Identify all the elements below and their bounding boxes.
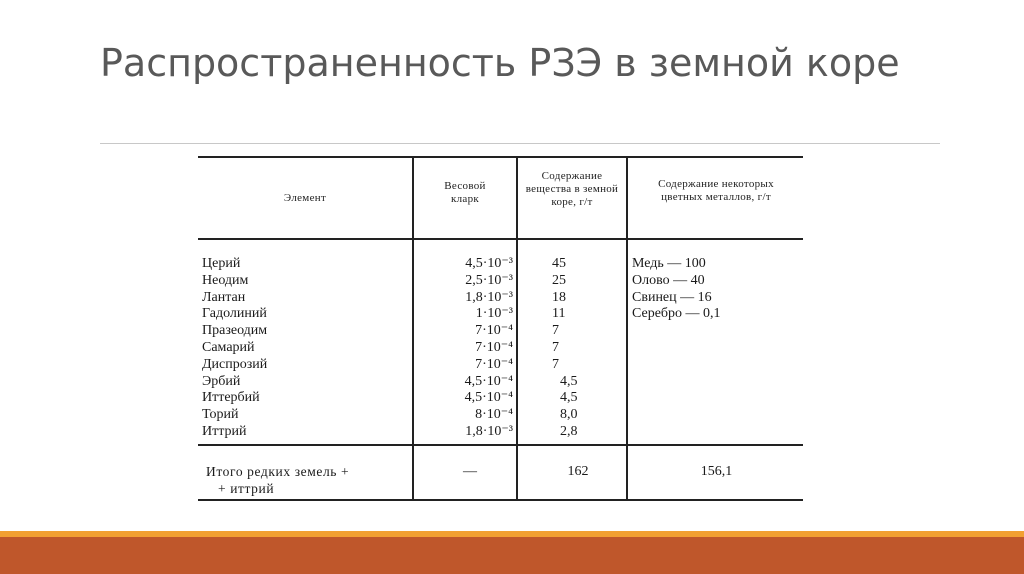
metal-value: Серебро — 0,1 bbox=[632, 306, 721, 322]
total-content: 162 bbox=[567, 464, 589, 479]
clarke-value: 1,8·10⁻³ bbox=[465, 423, 513, 439]
header-element: Элемент bbox=[283, 192, 327, 204]
total-label-line: Итого редких земель + bbox=[206, 464, 350, 479]
clarke-value: 4,5·10⁻³ bbox=[465, 256, 513, 271]
element-column bbox=[202, 256, 412, 441]
clarke-value: 7·10⁻⁴ bbox=[475, 356, 513, 372]
element-name: Торий bbox=[202, 407, 239, 423]
content-value: 2,8 bbox=[560, 423, 578, 439]
clarke-value: 7·10⁻⁴ bbox=[475, 323, 513, 339]
element-name: Неодим bbox=[202, 272, 249, 288]
column-divider bbox=[626, 156, 628, 501]
content-value: 4,5 bbox=[560, 373, 578, 389]
clarke-value: 4,5·10⁻⁴ bbox=[464, 390, 513, 406]
content-value: 25 bbox=[552, 272, 566, 288]
content-value: 4,5 bbox=[560, 390, 578, 406]
content-value: 7 bbox=[552, 356, 559, 372]
metal-value: Олово — 40 bbox=[632, 272, 705, 288]
abundance-table bbox=[198, 156, 803, 502]
content-value: 7 bbox=[552, 339, 559, 355]
header-bottom-rule bbox=[198, 238, 803, 240]
header-clarke: Весовой кларк bbox=[444, 180, 486, 205]
total-clarke: — bbox=[463, 464, 477, 479]
table-top-rule bbox=[198, 156, 803, 158]
clarke-column bbox=[423, 256, 513, 441]
clarke-value: 1·10⁻³ bbox=[475, 306, 513, 322]
metal-value: Медь — 100 bbox=[632, 256, 706, 271]
content-value: 11 bbox=[552, 306, 566, 322]
element-name: Церий bbox=[202, 256, 241, 271]
body-bottom-rule bbox=[198, 444, 803, 446]
total-label bbox=[206, 463, 411, 497]
clarke-value: 2,5·10⁻³ bbox=[465, 272, 513, 288]
element-name: Эрбий bbox=[202, 373, 241, 389]
content-value: 18 bbox=[552, 289, 566, 305]
content-value: 8,0 bbox=[560, 407, 578, 423]
element-name: Лантан bbox=[202, 289, 246, 305]
table-bottom-rule bbox=[198, 499, 803, 501]
title-divider bbox=[100, 143, 940, 144]
element-name: Празеодим bbox=[202, 323, 268, 339]
header-metals: Содержание некоторых цветных металлов, г/т bbox=[658, 178, 774, 203]
footer-bar bbox=[0, 537, 1024, 574]
content-column bbox=[528, 256, 610, 441]
element-name: Иттрий bbox=[202, 423, 247, 439]
clarke-value: 1,8·10⁻³ bbox=[465, 289, 513, 305]
content-value: 45 bbox=[552, 256, 566, 271]
total-label-line: + иттрий bbox=[218, 481, 275, 496]
clarke-value: 4,5·10⁻⁴ bbox=[464, 373, 513, 389]
content-value: 7 bbox=[552, 323, 559, 339]
element-name: Гадолиний bbox=[202, 306, 267, 322]
header-content: Содержание вещества в земной коре, г/т bbox=[525, 170, 619, 208]
metal-value: Свинец — 16 bbox=[632, 289, 712, 305]
total-metals: 156,1 bbox=[700, 464, 733, 479]
element-name: Иттербий bbox=[202, 390, 260, 406]
clarke-value: 8·10⁻⁴ bbox=[475, 407, 513, 423]
element-name: Диспрозий bbox=[202, 356, 268, 372]
slide-title: Распространенность РЗЭ в земной коре bbox=[100, 41, 900, 85]
column-divider bbox=[412, 156, 414, 501]
clarke-value: 7·10⁻⁴ bbox=[475, 339, 513, 355]
element-name: Самарий bbox=[202, 339, 255, 355]
metals-column bbox=[632, 256, 802, 323]
